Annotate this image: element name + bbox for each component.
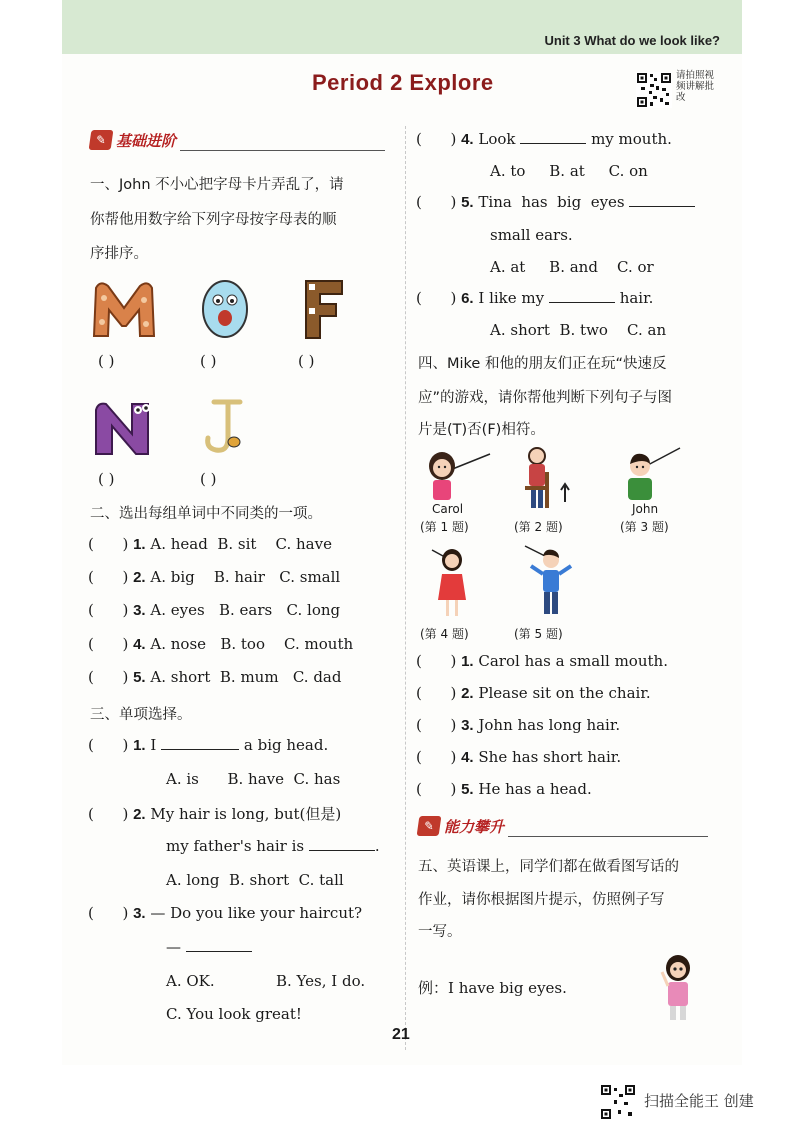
part3-q2-line2: my father's hair is . bbox=[166, 837, 380, 855]
letter-o-answer[interactable]: ( ) bbox=[200, 352, 217, 370]
caption-q4: (第 4 题) bbox=[420, 627, 469, 641]
part3-q3-opt-b: B. Yes, I do. bbox=[276, 972, 366, 990]
part2-item-5: ( ) 5. A. short B. mum C. dad bbox=[88, 668, 342, 686]
part3-q5-line2: small ears. bbox=[490, 226, 573, 244]
part2-item-2: ( ) 2. A. big B. hair C. small bbox=[88, 568, 341, 586]
unit-header: Unit 3 What do we look like? bbox=[544, 33, 720, 48]
letter-j-card bbox=[200, 398, 248, 456]
letter-n-text: N bbox=[122, 454, 123, 455]
part4-item-1: ( ) 1. Carol has a small mouth. bbox=[416, 652, 668, 670]
part3-q6: ( ) 6. I like my hair. bbox=[416, 289, 654, 307]
letter-o-text: O bbox=[225, 338, 226, 339]
part3-q3-line2: — bbox=[166, 938, 252, 956]
letter-m-text: M bbox=[124, 335, 126, 336]
section-ability-rule bbox=[508, 836, 708, 837]
boy-picture-q5 bbox=[515, 544, 585, 620]
part5-instruction-1: 五、英语课上，同学们都在做看图写话的 bbox=[418, 859, 679, 875]
scanner-watermark: 扫描全能王 创建 bbox=[644, 1092, 754, 1110]
pencil-icon: ✎ bbox=[417, 816, 442, 836]
part3-q1: ( ) 1. I a big head. bbox=[88, 736, 329, 754]
caption-q3: (第 3 题) bbox=[620, 520, 669, 534]
part4-item-3: ( ) 3. John has long hair. bbox=[416, 716, 621, 734]
part4-instruction-1: 四、Mike 和他的朋友们正在玩“快速反 bbox=[418, 356, 667, 372]
section-basic-tag bbox=[90, 128, 176, 152]
letter-f-answer[interactable]: ( ) bbox=[298, 352, 315, 370]
q1-blank[interactable] bbox=[161, 737, 239, 750]
part3-q3-opt-a: A. OK. bbox=[166, 972, 215, 990]
girl-picture-q4 bbox=[420, 546, 488, 620]
part3-q2-options: A. long B. short C. tall bbox=[166, 871, 344, 889]
part3-q4-options: A. to B. at C. on bbox=[490, 162, 648, 180]
part3-q3: ( ) 3. — Do you like your haircut? bbox=[88, 904, 363, 922]
part3-q1-options: A. is B. have C. has bbox=[166, 770, 341, 788]
q3-blank[interactable] bbox=[186, 939, 252, 952]
letter-m-answer[interactable]: ( ) bbox=[98, 352, 115, 370]
pencil-icon: ✎ bbox=[89, 130, 114, 150]
letter-n-answer[interactable]: ( ) bbox=[98, 470, 115, 488]
carol-name: Carol bbox=[432, 502, 464, 516]
q6-blank[interactable] bbox=[549, 290, 615, 303]
part5-instruction-2: 作业，请你根据图片提示，仿照例子写 bbox=[418, 892, 665, 908]
part2-item-3: ( ) 3. A. eyes B. ears C. long bbox=[88, 601, 341, 619]
girl-eyes-picture bbox=[650, 952, 704, 1024]
part4-item-4: ( ) 4. She has short hair. bbox=[416, 748, 622, 766]
letter-j-answer[interactable]: ( ) bbox=[200, 470, 217, 488]
page-number: 21 bbox=[392, 1026, 410, 1043]
caption-q2: (第 2 题) bbox=[514, 520, 563, 534]
part1-instruction-2: 你帮他用数字给下列字母按字母表的顺 bbox=[90, 212, 337, 228]
carol-picture bbox=[420, 448, 492, 504]
part2-instruction: 二、选出每组单词中不同类的一项。 bbox=[90, 506, 322, 522]
q4-blank[interactable] bbox=[520, 131, 586, 144]
letter-o-card bbox=[200, 278, 250, 340]
part4-instruction-3: 片是(T)否(F)相符。 bbox=[418, 422, 545, 438]
part1-instruction-3: 序排序。 bbox=[90, 246, 148, 262]
qr-code-icon bbox=[636, 72, 672, 108]
page-title: Period 2 Explore bbox=[312, 70, 494, 95]
part3-q6-options: A. short B. two C. an bbox=[490, 321, 667, 339]
section-basic-rule bbox=[180, 150, 385, 151]
part4-item-5: ( ) 5. He has a head. bbox=[416, 780, 592, 798]
chair-picture bbox=[515, 446, 575, 516]
qr-caption: 请拍照视频讲解批改 bbox=[676, 70, 715, 103]
john-name: John bbox=[632, 502, 659, 516]
letter-f-card bbox=[300, 278, 346, 340]
part3-q2: ( ) 2. My hair is long, but(但是) bbox=[88, 805, 342, 823]
q5-blank[interactable] bbox=[629, 194, 695, 207]
john-picture bbox=[622, 446, 682, 506]
q2-blank[interactable] bbox=[309, 838, 375, 851]
part2-item-1: ( ) 1. A. head B. sit C. have bbox=[88, 535, 332, 553]
part3-q3-opt-c: C. You look great! bbox=[166, 1005, 302, 1023]
section-ability-label: 能力攀升 bbox=[444, 817, 505, 836]
letter-m-card bbox=[90, 278, 158, 338]
part3-q5-options: A. at B. and C. or bbox=[490, 258, 654, 276]
caption-q5: (第 5 题) bbox=[514, 627, 563, 641]
section-basic-label: 基础进阶 bbox=[116, 131, 177, 150]
column-divider bbox=[405, 126, 406, 1050]
part3-q5: ( ) 5. Tina has big eyes bbox=[416, 193, 695, 211]
part5-instruction-3: 一写。 bbox=[418, 924, 462, 940]
part4-instruction-2: 应”的游戏，请你帮他判断下列句子与图 bbox=[418, 390, 673, 406]
part1-instruction-1: 一、John 不小心把字母卡片弄乱了，请 bbox=[90, 177, 344, 193]
part3-instruction: 三、单项选择。 bbox=[90, 707, 192, 723]
letter-n-card bbox=[92, 398, 154, 456]
part5-example: 例：I have big eyes. bbox=[418, 979, 567, 997]
part4-item-2: ( ) 2. Please sit on the chair. bbox=[416, 684, 651, 702]
letter-j-text: J bbox=[224, 454, 225, 455]
scanner-qr-icon bbox=[600, 1084, 636, 1120]
part3-q4: ( ) 4. Look my mouth. bbox=[416, 130, 672, 148]
part2-item-4: ( ) 4. A. nose B. too C. mouth bbox=[88, 635, 354, 653]
section-ability-tag bbox=[418, 814, 504, 838]
caption-q1: (第 1 题) bbox=[420, 520, 469, 534]
